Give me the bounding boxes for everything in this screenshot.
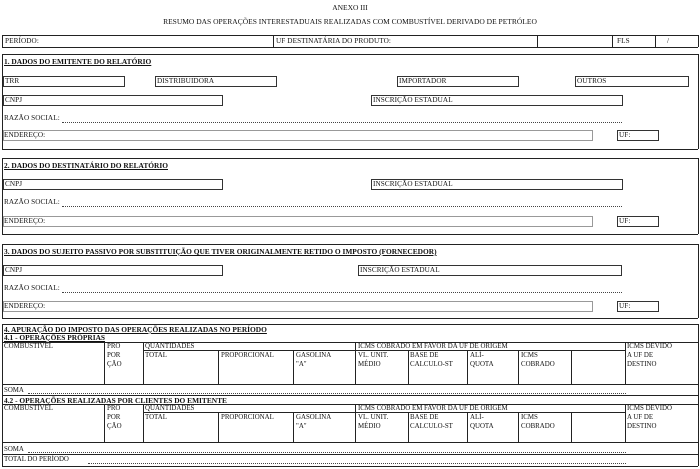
- soma-4-1-line[interactable]: [28, 393, 626, 394]
- col-icms-devido: ICMS DEVIDO: [627, 343, 672, 350]
- col-proporcao-2-3: ÇÃO: [107, 423, 122, 430]
- col-quantidades-2: QUANTIDADES: [145, 405, 195, 412]
- fls-label: FLS: [617, 37, 630, 45]
- col-proporcao-2-1: PRO: [107, 405, 121, 412]
- col-total-2: TOTAL: [145, 414, 167, 421]
- s2-cnpj-field[interactable]: [3, 179, 223, 190]
- section-3-title: 3. DADOS DO SUJEITO PASSIVO POR SUBSTITUIÇÃO QUE TIVER ORIGINALMENTE RETIDO O IMPOSTO (FORNECEDOR): [4, 247, 437, 256]
- s1-cnpj-field[interactable]: [3, 95, 223, 106]
- col-cobrado-2: COBRADO: [521, 423, 555, 430]
- col-icms-2: ICMS: [521, 414, 538, 421]
- s1-cnpj-label: CNPJ: [5, 96, 23, 104]
- s3-razao-line[interactable]: [62, 292, 622, 293]
- section-2-title: 2. DADOS DO DESTINATÁRIO DO RELATÓRIO: [4, 161, 168, 170]
- col-gasolina-a-2: "A": [296, 423, 307, 430]
- s2-uf-label: UF:: [619, 217, 631, 225]
- col-icms: ICMS: [521, 352, 538, 359]
- s3-cnpj-label: CNPJ: [5, 266, 23, 274]
- total-periodo-label: TOTAL DO PERÍODO: [4, 456, 69, 463]
- col-cobrado: COBRADO: [521, 361, 555, 368]
- soma-4-2-line[interactable]: [28, 452, 626, 453]
- s3-endereco-field[interactable]: [3, 301, 593, 312]
- s3-razao-label: RAZÃO SOCIAL:: [4, 284, 60, 292]
- s2-cnpj-label: CNPJ: [5, 180, 23, 188]
- uf-destinataria-label: UF DESTINATÁRIA DO PRODUTO:: [276, 37, 391, 45]
- col-a-uf-de-2: A UF DE: [627, 414, 654, 421]
- col-aliquota-2: QUOTA: [470, 361, 494, 368]
- col-combustivel-2: COMBUSTÍVEL: [4, 405, 54, 412]
- distribuidora-label: DISTRIBUIDORA: [157, 77, 215, 85]
- col-combustivel: COMBUSTÍVEL: [4, 343, 54, 350]
- s1-endereco-label: ENDEREÇO:: [4, 131, 46, 139]
- col-base-de: BASE DE: [410, 352, 439, 359]
- fls-slash: /: [667, 37, 670, 45]
- periodo-label: PERÍODO:: [5, 37, 39, 45]
- col-aliquota-2-1: ALÍ-: [470, 414, 484, 421]
- s2-endereco-field[interactable]: [3, 216, 593, 227]
- s1-ie-label: INSCRIÇÃO ESTADUAL: [373, 96, 453, 104]
- col-proporcao-3: ÇÃO: [107, 361, 122, 368]
- section-1-title: 1. DADOS DO EMITENTE DO RELATÓRIO: [4, 57, 152, 66]
- trr-label: TRR: [5, 77, 20, 85]
- col-aliquota-2-2: QUOTA: [470, 423, 494, 430]
- col-base-de-2: BASE DE: [410, 414, 439, 421]
- s2-endereco-label: ENDEREÇO:: [4, 217, 46, 225]
- col-vl-unit-2: VL. UNIT.: [358, 414, 389, 421]
- section-4-1-title: 4.1 - OPERAÇÕES PRÓPRIAS: [4, 333, 106, 342]
- s1-uf-label: UF:: [619, 131, 631, 139]
- col-gasolina-a: "A": [296, 361, 307, 368]
- section-4-title: 4. APURAÇÃO DO IMPOSTO DAS OPERAÇÕES REALIZADAS NO PERÍODO: [4, 325, 267, 334]
- col-total: TOTAL: [145, 352, 167, 359]
- s1-endereco-field[interactable]: [3, 130, 593, 141]
- col-proporcional: PROPORCIONAL: [221, 352, 274, 359]
- col-proporcao-2-2: POR: [107, 414, 121, 421]
- section-4-2-title: 4.2 - OPERAÇÕES REALIZADAS POR CLIENTES DO EMITENTE: [4, 396, 227, 405]
- col-calculo-st-2: CALCULO-ST: [410, 423, 453, 430]
- trr-checkbox[interactable]: [3, 76, 125, 87]
- page-title: RESUMO DAS OPERAÇÕES INTERESTADUAIS REALIZADAS COM COMBUSTÍVEL DERIVADO DE PETRÓLEO: [163, 17, 537, 26]
- s2-razao-label: RAZÃO SOCIAL:: [4, 198, 60, 206]
- s1-razao-label: RAZÃO SOCIAL:: [4, 114, 60, 122]
- col-medio: MÉDIO: [358, 361, 381, 368]
- s2-ie-label: INSCRIÇÃO ESTADUAL: [373, 180, 453, 188]
- col-icms-cobrado-favor-2: ICMS COBRADO EM FAVOR DA UF DE ORIGEM: [358, 405, 508, 412]
- s3-ie-label: INSCRIÇÃO ESTADUAL: [360, 266, 440, 274]
- outros-label: OUTROS: [577, 77, 607, 85]
- annex-label: ANEXO III: [332, 3, 368, 12]
- col-proporcional-2: PROPORCIONAL: [221, 414, 274, 421]
- col-medio-2: MÉDIO: [358, 423, 381, 430]
- s2-razao-line[interactable]: [62, 206, 622, 207]
- col-proporcao-1: PRO: [107, 343, 121, 350]
- col-gasolina-2: GASOLINA: [296, 414, 332, 421]
- col-gasolina: GASOLINA: [296, 352, 332, 359]
- col-proporcao-2: POR: [107, 352, 121, 359]
- soma-4-1-label: SOMA: [4, 387, 24, 394]
- col-icms-devido-2: ICMS DEVIDO: [627, 405, 672, 412]
- s3-endereco-label: ENDEREÇO:: [4, 302, 46, 310]
- total-periodo-line[interactable]: [88, 463, 626, 464]
- col-calculo-st: CALCULO-ST: [410, 361, 453, 368]
- col-aliquota-1: ALÍ-: [470, 352, 484, 359]
- importador-label: IMPORTADOR: [399, 77, 447, 85]
- col-vl-unit: VL. UNIT.: [358, 352, 389, 359]
- s3-cnpj-field[interactable]: [3, 265, 223, 276]
- col-quantidades: QUANTIDADES: [145, 343, 195, 350]
- col-a-uf-de: A UF DE: [627, 352, 654, 359]
- s3-uf-label: UF:: [619, 302, 631, 310]
- s1-razao-line[interactable]: [62, 122, 622, 123]
- col-destino: DESTINO: [627, 361, 657, 368]
- soma-4-2-label: SOMA: [4, 446, 24, 453]
- col-destino-2: DESTINO: [627, 423, 657, 430]
- col-icms-cobrado-favor: ICMS COBRADO EM FAVOR DA UF DE ORIGEM: [358, 343, 508, 350]
